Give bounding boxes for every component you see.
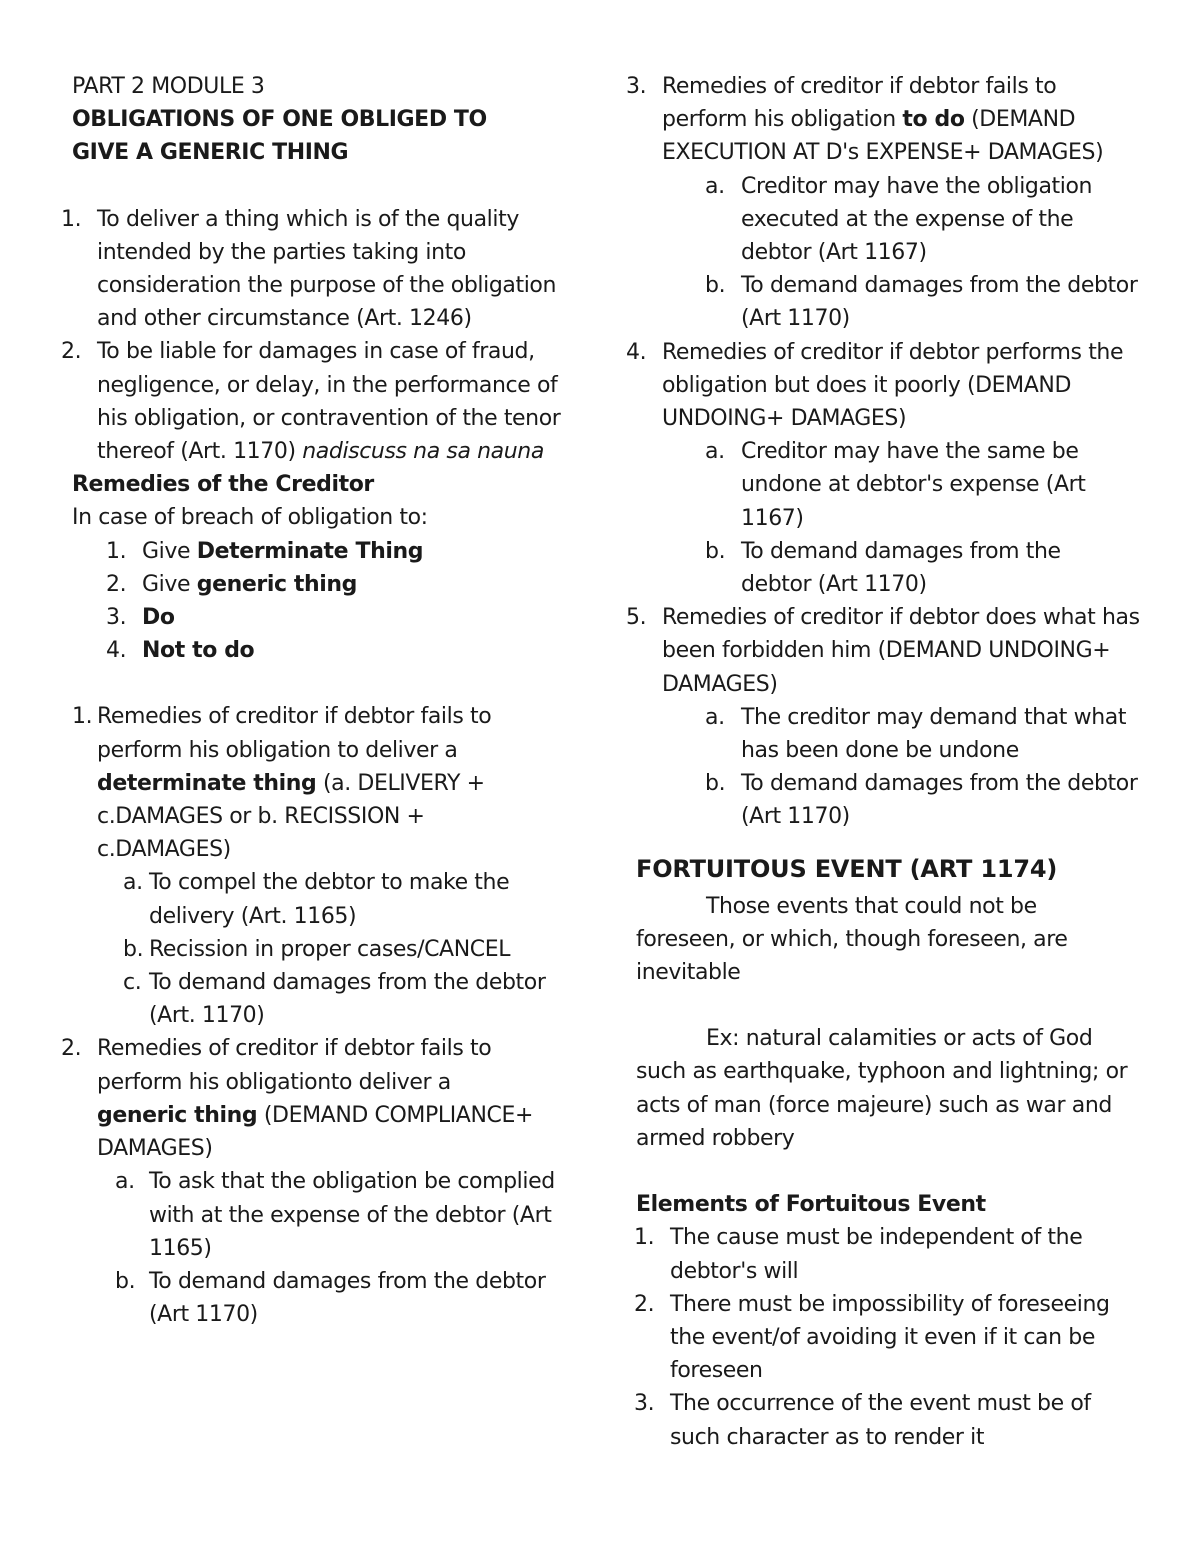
breach-text: Give: [142, 538, 197, 564]
sub-text: To demand damages from the debtor (Art 1170): [741, 771, 1138, 830]
fortuitous-definition: Those events that could not be foreseen, or which, though foreseen, are inevitable: [636, 893, 1068, 986]
breach-number: 1.: [106, 538, 127, 564]
element-item: [634, 1221, 1130, 1287]
remedy-bold: generic thing: [97, 1102, 258, 1128]
duty-item: [61, 335, 567, 468]
breach-bold: Not to do: [142, 638, 255, 664]
element-number: 1.: [634, 1225, 655, 1251]
remedy-text: Remedies of creditor if debtor fails to perform his obligation to deliver a: [97, 704, 492, 763]
section-heading-line-1: OBLIGATIONS OF ONE OBLIGED TO: [72, 107, 487, 133]
remedy-item: [626, 336, 1132, 436]
remedy-number: 5.: [626, 605, 647, 631]
remedy-sub-item: [123, 866, 569, 932]
sub-text: To demand damages from the debtor (Art 1170): [741, 273, 1138, 332]
sub-letter: a.: [705, 439, 725, 465]
remedy-text-tail: (DEMAND COMPLIANCE+ DAMAGES): [97, 1102, 533, 1162]
breach-intro: In case of breach of obligation to:: [72, 505, 428, 531]
breach-list-item: [106, 634, 572, 667]
sub-text: To demand damages from the debtor (Art. 1170): [149, 970, 546, 1029]
remedy-item: [626, 70, 1132, 170]
remedy-bold: determinate thing: [97, 770, 317, 796]
element-text: The occurrence of the event must be of such character as to render it: [670, 1391, 1091, 1450]
remedy-number: 1.: [72, 704, 93, 730]
remedy-sub-item: [705, 535, 1131, 601]
remedy-text: Remedies of creditor if debtor fails to perform his obligationto deliver a: [97, 1036, 492, 1095]
remedy-sub-item: [705, 435, 1131, 535]
remedy-text: Remedies of creditor if debtor performs the obligation but does it poorly (DEMAND UNDOING+ DAMAGES): [662, 339, 1124, 432]
elements-heading: Elements of Fortuitous Event: [636, 1192, 986, 1218]
remedy-text: Remedies of creditor if debtor does what has been forbidden him (DEMAND UNDOING+ DAMAGES): [662, 605, 1140, 697]
element-text: There must be impossibility of foreseeing the event/of avoiding it even if it can be foreseen: [670, 1291, 1110, 1384]
sub-letter: b.: [123, 936, 144, 962]
duty-text: To be liable for damages in case of fraud, negligence, or delay, in the performance of his obligation, or contravention of the tenor thereof (Art. 1170): [97, 339, 561, 465]
sub-letter: b.: [115, 1268, 136, 1294]
breach-number: 4.: [106, 638, 127, 664]
sub-letter: a.: [705, 173, 725, 199]
remedies-heading: Remedies of the Creditor: [72, 472, 374, 498]
duty-number: 1.: [61, 206, 82, 232]
sub-text: To ask that the obligation be complied with at the expense of the debtor (Art 1165): [149, 1169, 555, 1261]
sub-letter: b.: [705, 273, 726, 299]
sub-letter: c.: [123, 970, 142, 996]
breach-number: 3.: [106, 605, 127, 631]
remedy-text-tail: (DEMAND EXECUTION AT D's EXPENSE+ DAMAGES): [662, 107, 1104, 166]
remedy-item: [61, 1032, 547, 1165]
sub-letter: b.: [705, 538, 726, 564]
remedy-sub-item: [705, 767, 1141, 833]
sub-text: Creditor may have the obligation executed at the expense of the debtor (Art 1167): [741, 173, 1093, 266]
duty-text: To deliver a thing which is of the quality intended by the parties taking into consideration the purpose of the obligation and other circumstance (Art. 1246): [97, 206, 557, 332]
remedy-sub-item: [115, 1265, 569, 1331]
sub-letter: a.: [123, 870, 143, 896]
breach-list-item: [106, 535, 572, 568]
remedy-number: 3.: [626, 74, 647, 99]
fortuitous-example: Ex: natural calamities or acts of God such as earthquake, typhoon and lightning; or acts of man (force majeure) such as war and armed robbery: [636, 1026, 1128, 1151]
breach-number: 2.: [106, 571, 127, 597]
duty-item: [61, 203, 567, 336]
remedy-sub-item: [123, 933, 569, 966]
remedy-number: 4.: [626, 339, 647, 365]
sub-text: To demand damages from the debtor (Art 1170): [149, 1268, 546, 1328]
remedy-text: Remedies of creditor if debtor fails to perform his obligation: [662, 74, 1057, 133]
remedy-text-tail: (a. DELIVERY + c.DAMAGES or b. RECISSION + c.DAMAGES): [97, 770, 485, 863]
sub-letter: b.: [705, 771, 726, 797]
remedy-item: [72, 700, 547, 866]
element-item: [634, 1288, 1130, 1388]
left-column: [61, 70, 572, 1331]
remedy-sub-item: [123, 966, 569, 1032]
element-item: [634, 1387, 1130, 1453]
sub-letter: a.: [705, 704, 725, 730]
remedy-sub-item: [705, 701, 1141, 767]
sub-text: Creditor may have the same be undone at debtor's expense (Art 1167): [741, 439, 1086, 531]
breach-bold: generic thing: [196, 571, 357, 597]
sub-letter: a.: [115, 1169, 135, 1195]
breach-list-item: [106, 601, 572, 634]
right-column: [626, 70, 1140, 1454]
remedy-number: 2.: [61, 1036, 82, 1062]
element-number: 2.: [634, 1291, 655, 1317]
remedy-item: [626, 601, 1142, 701]
remedy-sub-item: [705, 170, 1141, 270]
sub-text: To demand damages from the debtor (Art 1170): [741, 538, 1061, 598]
sub-text: Recission in proper cases/CANCEL: [149, 936, 511, 962]
sub-text: The creditor may demand that what has been done be undone: [741, 704, 1127, 764]
fortuitous-heading: FORTUITOUS EVENT (ART 1174): [636, 854, 1058, 883]
breach-text: Give: [142, 571, 197, 597]
sub-text: To compel the debtor to make the delivery (Art. 1165): [149, 870, 510, 929]
element-number: 3.: [634, 1391, 655, 1417]
remedy-sub-item: [115, 1165, 569, 1265]
remedy-bold: to do: [902, 107, 965, 133]
element-text: The cause must be independent of the debtor's will: [670, 1225, 1083, 1284]
breach-bold: Determinate Thing: [196, 538, 424, 564]
duty-note: nadiscuss na sa nauna: [302, 439, 544, 465]
remedy-sub-item: [705, 269, 1141, 335]
breach-bold: Do: [142, 605, 175, 631]
breach-list-item: [106, 568, 572, 601]
section-heading-line-2: GIVE A GENERIC THING: [72, 140, 349, 166]
module-label: PART 2 MODULE 3: [72, 74, 265, 99]
duty-number: 2.: [61, 339, 82, 365]
